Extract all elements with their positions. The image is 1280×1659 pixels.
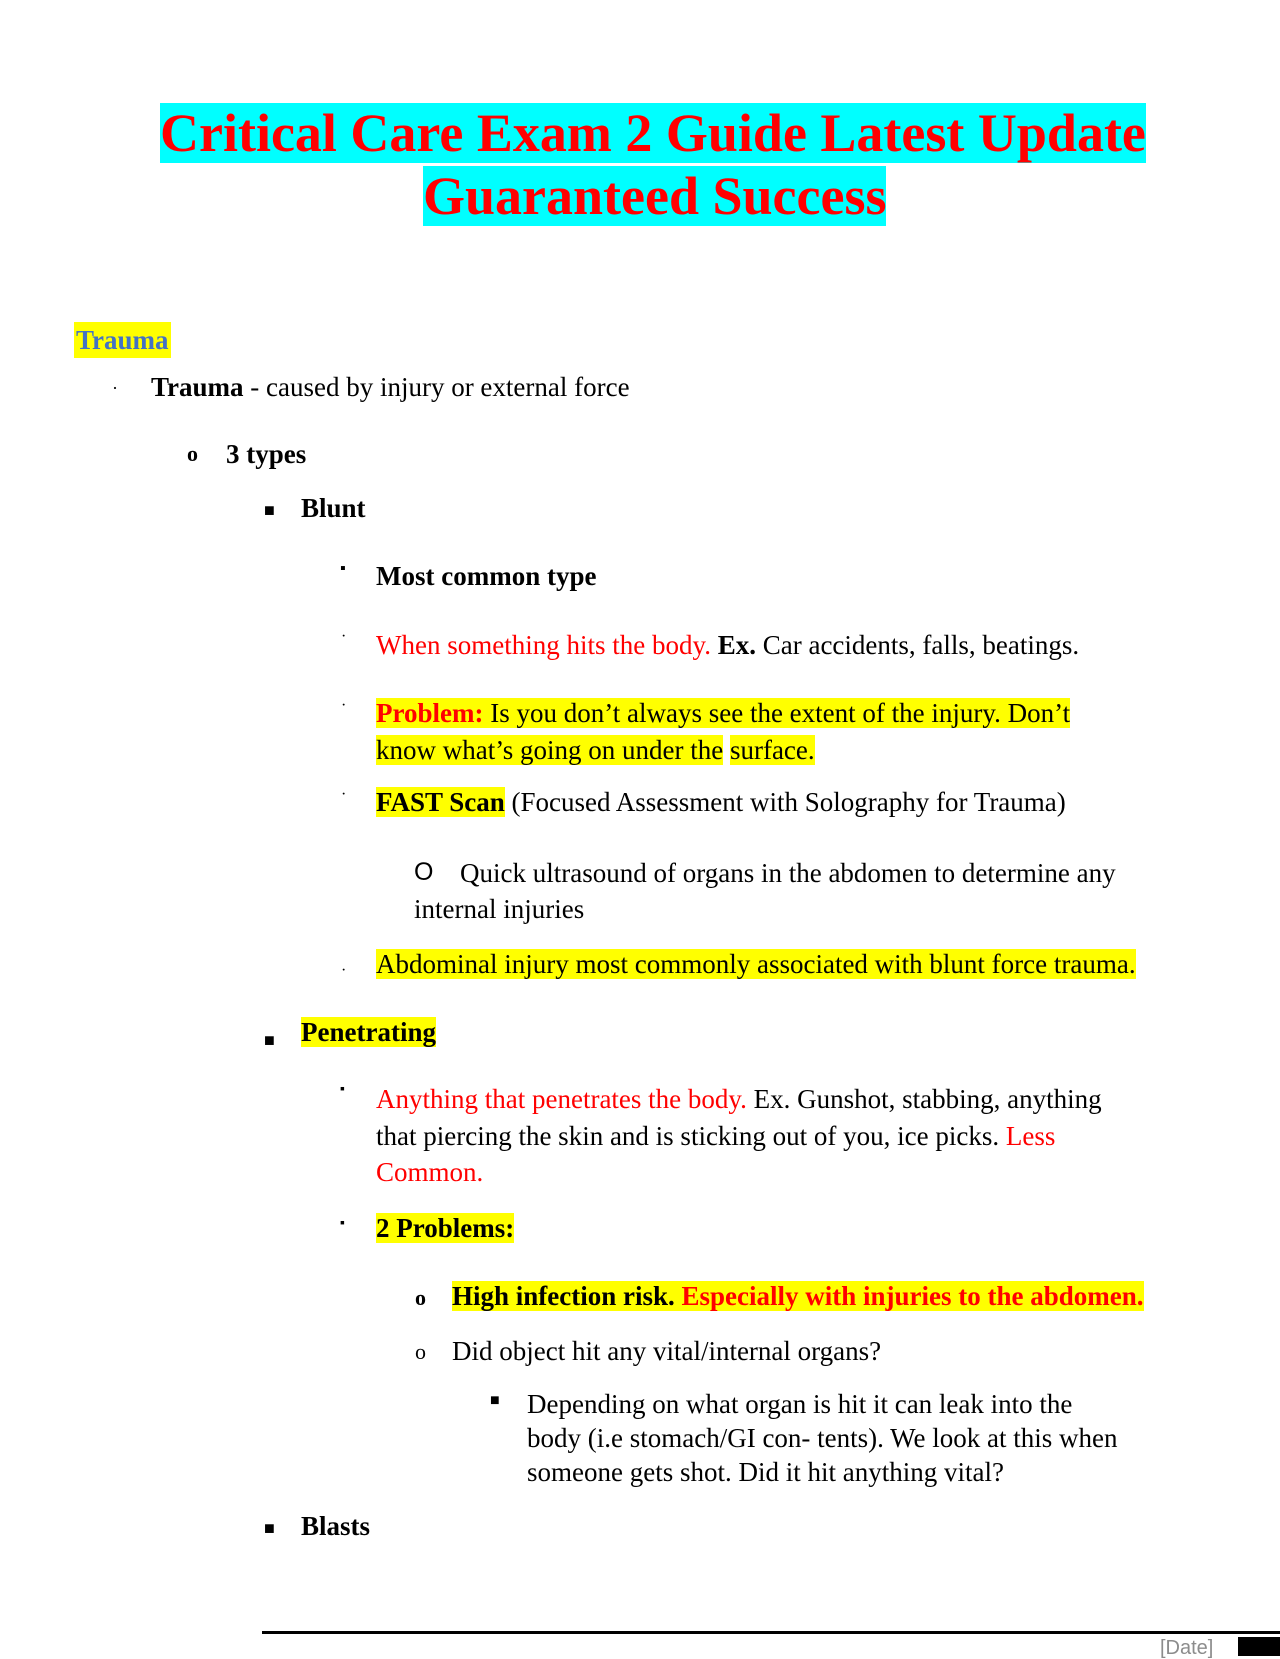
document-title-line2: Guaranteed Success — [423, 166, 887, 226]
penetrating-description-line1: Anything that penetrates the body. Ex. Gunshot, stabbing, anything — [376, 1084, 1102, 1114]
bullet-square: ■ — [490, 1392, 500, 1409]
bullet-square: ■ — [264, 1518, 275, 1538]
bullet-small-square: ▪ — [340, 560, 346, 577]
blunt-description: When something hits the body. Ex. Car accidents, falls, beatings. — [376, 630, 1080, 660]
organ-leak-line2: body (i.e stomach/GI con- tents). We look at this when — [527, 1423, 1118, 1453]
footer-page-box — [1238, 1637, 1280, 1656]
section-heading-trauma: Trauma — [74, 322, 171, 358]
bullet-dot: · — [341, 697, 347, 714]
blunt-problem-line1: Problem: Is you don’t always see the extent of the injury. Don’t — [376, 698, 1071, 728]
two-problems-heading: 2 Problems: — [376, 1213, 515, 1243]
fast-scan-detail-line1: Quick ultrasound of organs in the abdomen to determine any — [460, 858, 1116, 888]
penetrating-description-line3: Common. — [376, 1157, 484, 1187]
vital-organs-question: Did object hit any vital/internal organs? — [452, 1336, 882, 1366]
infection-risk: High infection risk. Especially with injuries to the abdomen. — [452, 1281, 1144, 1311]
bullet-o: o — [415, 1285, 426, 1310]
footer-rule — [262, 1631, 1280, 1634]
penetrating-heading: Penetrating — [301, 1017, 436, 1047]
types-heading: 3 types — [226, 439, 307, 469]
bullet-small-square: ▪ — [340, 1216, 345, 1231]
bullet-dot: · — [341, 962, 347, 979]
bullet-small-square: ▪ — [340, 1082, 345, 1097]
document-title-line1: Critical Care Exam 2 Guide Latest Update — [160, 103, 1146, 163]
fast-scan: FAST Scan (Focused Assessment with Solography for Trauma) — [376, 787, 1066, 817]
abdominal-injury: Abdominal injury most commonly associated with blunt force trauma. — [376, 949, 1136, 979]
blasts-heading: Blasts — [301, 1511, 371, 1541]
organ-leak-line1: Depending on what organ is hit it can leak into the — [527, 1389, 1073, 1419]
bullet-o: o — [187, 441, 198, 466]
penetrating-description-line2: that piercing the skin and is sticking out of you, ice picks. Less — [376, 1121, 1056, 1151]
organ-leak-line3: someone gets shot. Did it hit anything vital? — [527, 1457, 1004, 1487]
bullet-o: o — [415, 1339, 426, 1364]
bullet-dot: · — [341, 628, 347, 645]
bullet-dot: · — [341, 786, 347, 803]
blunt-problem-line2: know what’s going on under the surface. — [376, 735, 815, 765]
bullet-dot: · — [112, 378, 118, 398]
bullet-square: ■ — [264, 500, 275, 520]
footer-date: [Date] — [1160, 1637, 1214, 1659]
fast-scan-detail-line2: internal injuries — [414, 894, 585, 924]
trauma-definition: Trauma - caused by injury or external force — [151, 372, 630, 402]
blunt-heading: Blunt — [301, 493, 366, 523]
bullet-square: ■ — [264, 1030, 275, 1050]
most-common-type: Most common type — [376, 561, 597, 591]
bullet-big-o: O — [414, 858, 434, 886]
